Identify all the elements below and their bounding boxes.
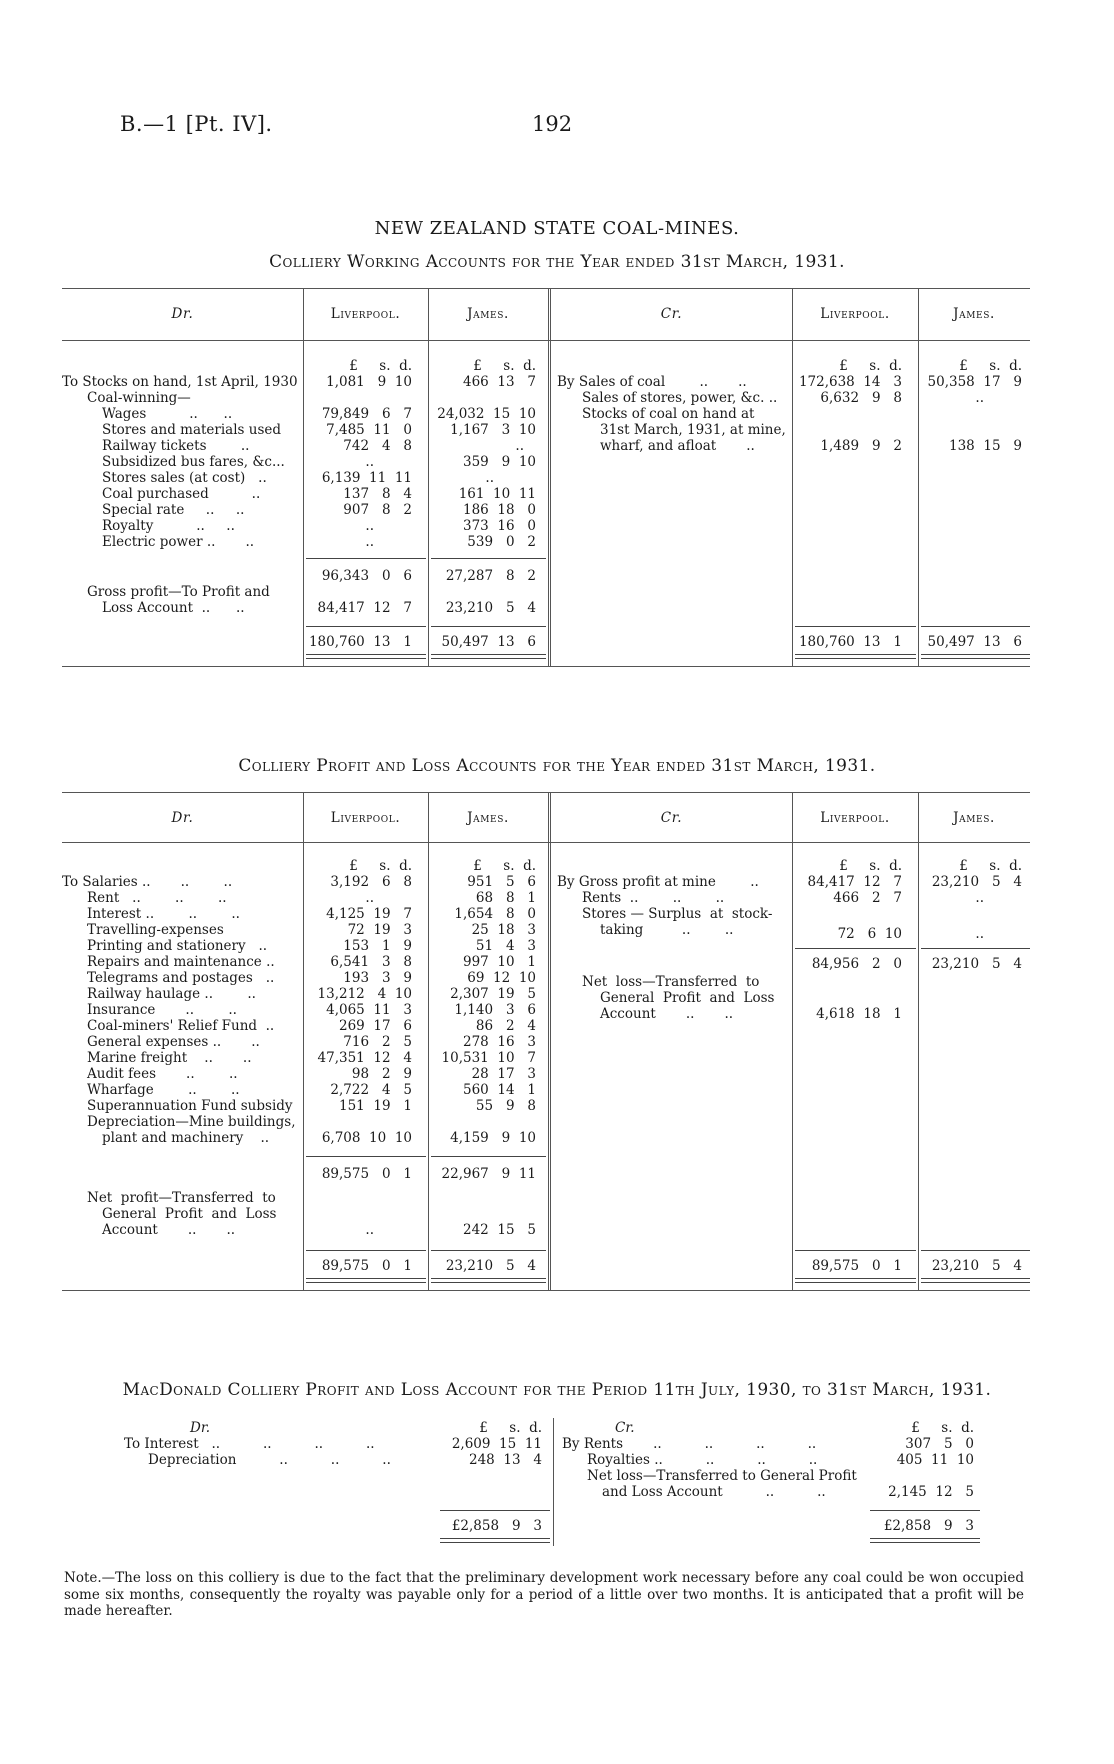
dr-item-james: 278 16 3 bbox=[463, 1034, 536, 1050]
dr-item-james: 466 13 7 bbox=[463, 374, 536, 390]
table-bottom-rule bbox=[62, 1290, 1030, 1291]
cr-item-label: wharf, and afloat .. bbox=[600, 438, 755, 454]
money-head: £ s. d. bbox=[479, 1420, 542, 1436]
dr-item-liverpool: 79,849 6 7 bbox=[321, 406, 412, 422]
dr-item-liverpool: 98 2 9 bbox=[351, 1066, 412, 1082]
james-heading: James. bbox=[953, 810, 995, 826]
gross-profit-label: Gross profit—To Profit and bbox=[87, 584, 270, 600]
cr-subtotal-liverpool: 84,956 2 0 bbox=[811, 956, 902, 972]
dr-item-label: Rent .. .. .. bbox=[87, 890, 227, 906]
total-rule bbox=[431, 626, 546, 627]
james-heading: James. bbox=[953, 306, 995, 322]
cr-total-liverpool: 89,575 0 1 bbox=[811, 1258, 902, 1274]
dr-total-james: 23,210 5 4 bbox=[445, 1258, 536, 1274]
dr-item-liverpool: 47,351 12 4 bbox=[317, 1050, 412, 1066]
footnote: Note.—The loss on this colliery is due to the fact that the preliminary development work necessary before any coal could be won occupied some six months, consequently the royalty was payable only for a period of a little over two months. It is anticipated that a profit will be made hereafter. bbox=[64, 1570, 1024, 1619]
dr-item-label: Superannuation Fund subsidy bbox=[87, 1098, 293, 1114]
cr-item-label: By Sales of coal .. .. bbox=[557, 374, 747, 390]
dr-item-liverpool: .. bbox=[365, 454, 374, 470]
cr-item-liverpool: 172,638 14 3 bbox=[798, 374, 902, 390]
dr-item-label: Printing and stationery .. bbox=[87, 938, 268, 954]
net-profit-label: Net profit—Transferred to bbox=[87, 1190, 276, 1206]
dr-item-james: 1,167 3 10 bbox=[450, 422, 536, 438]
dr-item-james: 1,140 3 6 bbox=[454, 1002, 536, 1018]
dr-item-label: Special rate .. .. bbox=[102, 502, 245, 518]
cr-item-liverpool: 1,489 9 2 bbox=[820, 438, 902, 454]
cr-total-liverpool: 180,760 13 1 bbox=[798, 634, 902, 650]
dr-item-james: 86 2 4 bbox=[475, 1018, 536, 1034]
dr-item-label: Telegrams and postages .. bbox=[87, 970, 275, 986]
net-loss-label: Account .. .. bbox=[600, 1006, 734, 1022]
dr-item-label: Coal-winning— bbox=[87, 390, 191, 406]
dr-heading: Dr. bbox=[171, 810, 194, 826]
total-rule bbox=[870, 1510, 980, 1511]
dr-item-liverpool: 1,081 9 10 bbox=[326, 374, 412, 390]
dr-item-james: 69 12 10 bbox=[467, 970, 536, 986]
column-divider bbox=[548, 792, 551, 1290]
dr-item-label: Stores and materials used bbox=[102, 422, 282, 438]
cr-item-amount: 307 5 0 bbox=[905, 1436, 974, 1452]
dr-item-liverpool: 4,065 11 3 bbox=[326, 1002, 412, 1018]
dr-item-label: Marine freight .. .. bbox=[87, 1050, 252, 1066]
column-divider bbox=[548, 288, 551, 666]
column-divider bbox=[792, 288, 793, 666]
dr-subtotal-liverpool: 89,575 0 1 bbox=[321, 1166, 412, 1182]
document-reference: B.—1 [Pt. IV]. bbox=[120, 112, 273, 136]
column-divider bbox=[428, 288, 429, 666]
dr-total: £2,858 9 3 bbox=[451, 1518, 542, 1534]
net-profit-label: Account .. .. bbox=[102, 1222, 236, 1238]
money-head: £ s. d. bbox=[839, 858, 902, 874]
money-head: £ s. d. bbox=[473, 858, 536, 874]
dr-item-label: Railway tickets .. bbox=[102, 438, 250, 454]
cr-item-label: Net loss—Transferred to General Profit bbox=[587, 1468, 857, 1484]
money-head: £ s. d. bbox=[839, 358, 902, 374]
cr-item-james: 138 15 9 bbox=[949, 438, 1022, 454]
cr-item-james: .. bbox=[975, 390, 984, 406]
cr-subtotal-james: 23,210 5 4 bbox=[931, 956, 1022, 972]
dr-item-label: Insurance .. .. bbox=[87, 1002, 237, 1018]
dr-item-james: 10,531 10 7 bbox=[441, 1050, 536, 1066]
dr-item-james: 373 16 0 bbox=[463, 518, 536, 534]
dr-item-liverpool: 716 2 5 bbox=[343, 1034, 412, 1050]
table-bottom-rule bbox=[62, 666, 1030, 667]
dr-item-label: Audit fees .. .. bbox=[87, 1066, 238, 1082]
money-head: £ s. d. bbox=[349, 358, 412, 374]
dr-item-james: 539 0 2 bbox=[467, 534, 536, 550]
dr-item-james: 359 9 10 bbox=[463, 454, 536, 470]
dr-item-james: 51 4 3 bbox=[475, 938, 536, 954]
cr-item-label: and Loss Account .. .. bbox=[602, 1484, 826, 1500]
net-loss-liverpool: 4,618 18 1 bbox=[816, 1006, 902, 1022]
subtotal-rule bbox=[306, 1156, 426, 1157]
dr-item-label: To Salaries .. .. .. bbox=[62, 874, 233, 890]
cr-item-label: Sales of stores, power, &c. .. bbox=[582, 390, 778, 406]
cr-item-label: 31st March, 1931, at mine, bbox=[600, 422, 786, 438]
dr-total-liverpool: 89,575 0 1 bbox=[321, 1258, 412, 1274]
total-double-rule bbox=[921, 654, 1030, 659]
dr-item-liverpool: 3,192 6 8 bbox=[330, 874, 412, 890]
dr-total-james: 50,497 13 6 bbox=[441, 634, 536, 650]
dr-item-james: 951 5 6 bbox=[467, 874, 536, 890]
macdonald-title: MacDonald Colliery Profit and Loss Account for the Period 11th July, 1930, to 31st March, 1931. bbox=[122, 1380, 992, 1400]
dr-item-liverpool: 269 17 6 bbox=[339, 1018, 412, 1034]
dr-item-james: 997 10 1 bbox=[463, 954, 536, 970]
column-divider bbox=[303, 288, 304, 666]
dr-item-liverpool: 151 19 1 bbox=[339, 1098, 412, 1114]
cr-item-james: 23,210 5 4 bbox=[931, 874, 1022, 890]
profit-loss-title: Colliery Profit and Loss Accounts for the Year ended 31st March, 1931. bbox=[238, 756, 876, 776]
total-double-rule bbox=[440, 1538, 550, 1543]
cr-item-liverpool: 466 2 7 bbox=[833, 890, 902, 906]
column-divider bbox=[553, 1418, 554, 1546]
table-top-rule bbox=[62, 288, 1030, 289]
dr-item-james: 68 8 1 bbox=[475, 890, 536, 906]
column-divider bbox=[918, 792, 919, 1290]
cr-item-amount: 2,145 12 5 bbox=[888, 1484, 974, 1500]
total-rule bbox=[306, 1250, 426, 1251]
dr-item-liverpool: 6,708 10 10 bbox=[321, 1130, 412, 1146]
subtotal-rule bbox=[431, 1156, 546, 1157]
james-heading: James. bbox=[467, 810, 509, 826]
dr-item-james: 186 18 0 bbox=[463, 502, 536, 518]
dr-item-liverpool: 72 19 3 bbox=[347, 922, 412, 938]
dr-item-liverpool: 6,139 11 11 bbox=[321, 470, 412, 486]
dr-item-liverpool: 742 4 8 bbox=[343, 438, 412, 454]
cr-item-amount: 405 11 10 bbox=[896, 1452, 974, 1468]
cr-item-label: By Rents .. .. .. .. bbox=[562, 1436, 817, 1452]
dr-item-label: Subsidized bus fares, &c... bbox=[102, 454, 285, 470]
total-double-rule bbox=[921, 1278, 1030, 1283]
cr-item-james: .. bbox=[975, 926, 984, 942]
table-head-rule bbox=[62, 340, 1030, 341]
cr-item-label: taking .. .. bbox=[600, 922, 734, 938]
dr-item-liverpool: 193 3 9 bbox=[343, 970, 412, 986]
table-top-rule bbox=[62, 792, 1030, 793]
dr-item-liverpool: 2,722 4 5 bbox=[330, 1082, 412, 1098]
liverpool-heading: Liverpool. bbox=[820, 306, 890, 322]
dr-item-james: 25 18 3 bbox=[471, 922, 536, 938]
column-divider bbox=[428, 792, 429, 1290]
dr-item-james: .. bbox=[485, 470, 494, 486]
column-divider bbox=[303, 792, 304, 1290]
dr-item-label: plant and machinery .. bbox=[102, 1130, 270, 1146]
dr-item-label: Stores sales (at cost) .. bbox=[102, 470, 267, 486]
dr-item-liverpool: 6,541 3 8 bbox=[330, 954, 412, 970]
liverpool-heading: Liverpool. bbox=[820, 810, 890, 826]
dr-heading: Dr. bbox=[190, 1420, 211, 1436]
dr-item-liverpool: 7,485 11 0 bbox=[326, 422, 412, 438]
cr-heading: Cr. bbox=[660, 810, 683, 826]
dr-item-label: Electric power .. .. bbox=[102, 534, 255, 550]
dr-item-amount: 2,609 15 11 bbox=[451, 1436, 542, 1452]
net-loss-label: General Profit and Loss bbox=[600, 990, 775, 1006]
cr-item-james: .. bbox=[975, 890, 984, 906]
net-loss-label: Net loss—Transferred to bbox=[582, 974, 760, 990]
dr-item-label: Coal purchased .. bbox=[102, 486, 261, 502]
james-heading: James. bbox=[467, 306, 509, 322]
total-rule bbox=[795, 626, 916, 627]
cr-total-james: 23,210 5 4 bbox=[931, 1258, 1022, 1274]
page-number: 192 bbox=[532, 112, 573, 136]
subtotal-rule bbox=[795, 948, 916, 949]
cr-item-label: Stores — Surplus at stock- bbox=[582, 906, 773, 922]
cr-item-label: By Gross profit at mine .. bbox=[557, 874, 759, 890]
gross-profit-label: Loss Account .. .. bbox=[102, 600, 245, 616]
liverpool-heading: Liverpool. bbox=[330, 810, 401, 826]
cr-heading: Cr. bbox=[660, 306, 683, 322]
main-title: NEW ZEALAND STATE COAL-MINES. bbox=[374, 218, 740, 239]
subtotal-rule bbox=[306, 558, 426, 559]
total-rule bbox=[306, 626, 426, 627]
cr-total: £2,858 9 3 bbox=[883, 1518, 974, 1534]
dr-item-amount: 248 13 4 bbox=[469, 1452, 542, 1468]
net-profit-liverpool: .. bbox=[365, 1222, 374, 1238]
cr-item-label: Royalties .. .. .. .. bbox=[587, 1452, 818, 1468]
dr-item-liverpool: 137 8 4 bbox=[343, 486, 412, 502]
cr-item-liverpool: 84,417 12 7 bbox=[807, 874, 902, 890]
total-rule bbox=[440, 1510, 550, 1511]
dr-item-liverpool: .. bbox=[365, 890, 374, 906]
dr-item-james: 55 9 8 bbox=[475, 1098, 536, 1114]
gross-profit-liverpool: 84,417 12 7 bbox=[317, 600, 412, 616]
dr-item-liverpool: 13,212 4 10 bbox=[317, 986, 412, 1002]
dr-item-james: .. bbox=[515, 438, 524, 454]
money-head: £ s. d. bbox=[911, 1420, 974, 1436]
dr-total-liverpool: 180,760 13 1 bbox=[308, 634, 412, 650]
working-accounts-title: Colliery Working Accounts for the Year ended 31st March, 1931. bbox=[269, 252, 845, 272]
liverpool-heading: Liverpool. bbox=[330, 306, 401, 322]
gross-profit-james: 23,210 5 4 bbox=[445, 600, 536, 616]
dr-item-label: To Stocks on hand, 1st April, 1930 bbox=[62, 374, 298, 390]
dr-item-liverpool: 4,125 19 7 bbox=[326, 906, 412, 922]
total-rule bbox=[431, 1250, 546, 1251]
dr-item-liverpool: 907 8 2 bbox=[343, 502, 412, 518]
dr-item-james: 28 17 3 bbox=[471, 1066, 536, 1082]
money-head: £ s. d. bbox=[349, 858, 412, 874]
dr-item-liverpool: 153 1 9 bbox=[343, 938, 412, 954]
total-double-rule bbox=[795, 654, 916, 659]
cr-item-label: Stocks of coal on hand at bbox=[582, 406, 755, 422]
total-double-rule bbox=[870, 1538, 980, 1543]
money-head: £ s. d. bbox=[959, 858, 1022, 874]
dr-item-liverpool: .. bbox=[365, 534, 374, 550]
dr-item-label: General expenses .. .. bbox=[87, 1034, 260, 1050]
dr-item-label: Repairs and maintenance .. bbox=[87, 954, 275, 970]
dr-item-label: To Interest .. .. .. .. bbox=[124, 1436, 375, 1452]
dr-item-label: Wages .. .. bbox=[102, 406, 233, 422]
cr-heading: Cr. bbox=[615, 1420, 635, 1436]
dr-subtotal-james: 27,287 8 2 bbox=[445, 568, 536, 584]
total-double-rule bbox=[431, 1278, 546, 1283]
cr-item-james: 50,358 17 9 bbox=[927, 374, 1022, 390]
cr-item-label: Rents .. .. .. bbox=[582, 890, 725, 906]
money-head: £ s. d. bbox=[473, 358, 536, 374]
column-divider bbox=[918, 288, 919, 666]
dr-item-label: Depreciation—Mine buildings, bbox=[87, 1114, 296, 1130]
total-rule bbox=[795, 1250, 916, 1251]
dr-item-james: 2,307 19 5 bbox=[450, 986, 536, 1002]
total-double-rule bbox=[795, 1278, 916, 1283]
dr-item-label: Railway haulage .. .. bbox=[87, 986, 256, 1002]
dr-item-james: 560 14 1 bbox=[463, 1082, 536, 1098]
dr-item-james: 24,032 15 10 bbox=[437, 406, 536, 422]
dr-item-label: Coal-miners' Relief Fund .. bbox=[87, 1018, 275, 1034]
dr-subtotal-james: 22,967 9 11 bbox=[441, 1166, 536, 1182]
total-double-rule bbox=[306, 1278, 426, 1283]
dr-subtotal-liverpool: 96,343 0 6 bbox=[321, 568, 412, 584]
dr-heading: Dr. bbox=[171, 306, 194, 322]
dr-item-liverpool: .. bbox=[365, 518, 374, 534]
dr-item-james: 4,159 9 10 bbox=[450, 1130, 536, 1146]
dr-item-label: Wharfage .. .. bbox=[87, 1082, 240, 1098]
money-head: £ s. d. bbox=[959, 358, 1022, 374]
total-double-rule bbox=[431, 654, 546, 659]
net-profit-james: 242 15 5 bbox=[463, 1222, 536, 1238]
total-double-rule bbox=[306, 654, 426, 659]
dr-item-james: 1,654 8 0 bbox=[454, 906, 536, 922]
table-head-rule bbox=[62, 842, 1030, 843]
dr-item-james: 161 10 11 bbox=[458, 486, 536, 502]
dr-item-label: Interest .. .. .. bbox=[87, 906, 240, 922]
dr-item-label: Travelling-expenses bbox=[87, 922, 224, 938]
subtotal-rule bbox=[921, 948, 1030, 949]
total-rule bbox=[921, 626, 1030, 627]
dr-item-label: Royalty .. .. bbox=[102, 518, 235, 534]
cr-total-james: 50,497 13 6 bbox=[927, 634, 1022, 650]
net-profit-label: General Profit and Loss bbox=[102, 1206, 277, 1222]
cr-item-liverpool: 6,632 9 8 bbox=[820, 390, 902, 406]
subtotal-rule bbox=[431, 558, 546, 559]
column-divider bbox=[792, 792, 793, 1290]
cr-item-liverpool: 72 6 10 bbox=[837, 926, 902, 942]
dr-item-label: Depreciation .. .. .. bbox=[148, 1452, 391, 1468]
total-rule bbox=[921, 1250, 1030, 1251]
